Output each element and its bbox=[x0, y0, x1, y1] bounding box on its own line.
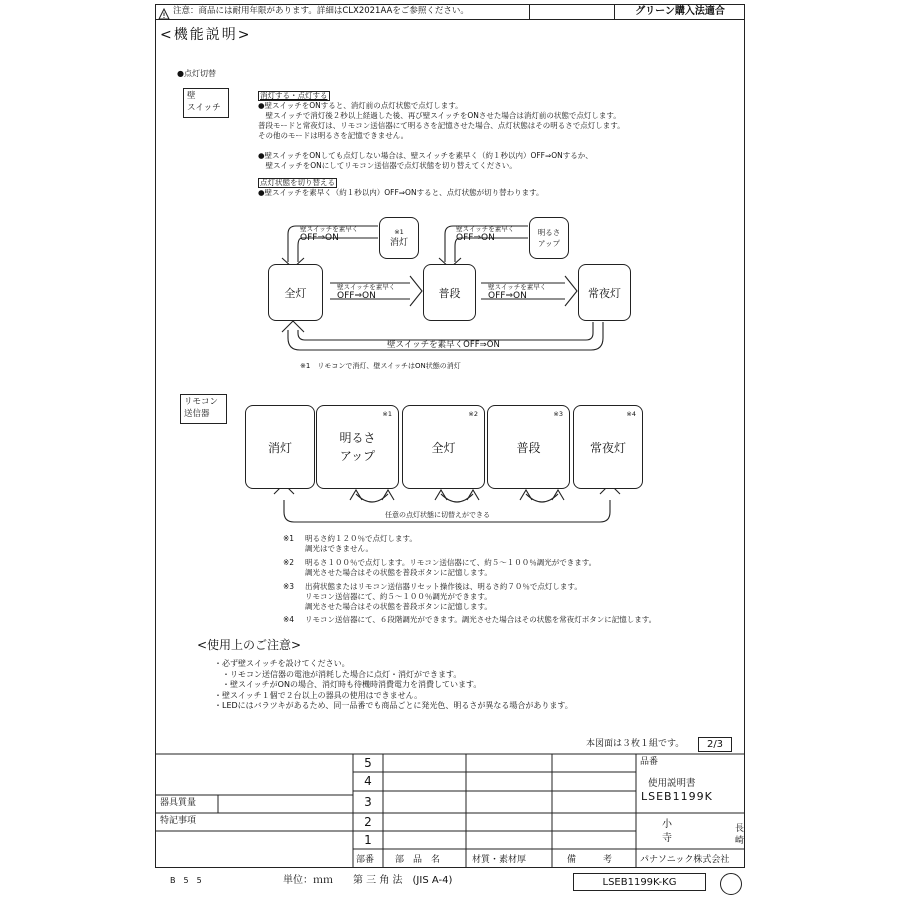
row-numbers: 5 4 3 2 1 bbox=[364, 756, 372, 847]
fixture-mass-label: 器具質量 bbox=[160, 798, 197, 808]
col-note: 備 考 bbox=[567, 855, 613, 865]
flow-label-night-to-all: 壁スイッチを素早くOFF⇒ON bbox=[387, 340, 500, 350]
flow-node-night-light: 常夜灯 bbox=[578, 264, 631, 321]
col-part-no: 部番 bbox=[356, 855, 375, 865]
remote-button-off: 消灯 bbox=[245, 405, 315, 489]
remote-cycle-label: 任意の点灯状態に切替えができる bbox=[385, 511, 490, 519]
block3-title: 点灯状態を切り替える bbox=[260, 178, 335, 187]
block3-text: ●壁スイッチを素早く（約１秒以内）OFF⇒ONすると、点灯状態が切り替わります。 bbox=[258, 188, 544, 197]
note-2: ※2 明るさ１００％で点灯します。リモコン送信器にて、約５～１００％調光ができます。 調光させた場合はその状態を普段ボタンに記憶します。 bbox=[283, 558, 597, 577]
remote-label: リモコン 送信器 bbox=[180, 394, 227, 424]
block1-title: 消灯する・点灯する bbox=[260, 91, 328, 100]
remote-button-all-on: ※2 全灯 bbox=[402, 405, 485, 489]
block1-text: ●壁スイッチをONすると、消灯前の点灯状態で点灯します。 壁スイッチで消灯後２秒以上経過した後、再び壁スイッチをONさせた場合は消灯前の状態で点灯します。 普段モードと常夜灯は、リモコン送信器にて明るさを記憶させた場合、点灯状態はその明るさで点灯します。 その他のモードは明るさを記憶できません。 bbox=[258, 101, 625, 140]
wall-switch-label: 壁 スイッチ bbox=[183, 88, 229, 118]
flow-node-all-on: 全灯 bbox=[268, 264, 323, 321]
sheet-number: 2/3 bbox=[698, 737, 732, 752]
green-purchase-badge: グリーン購入法適合 bbox=[614, 4, 745, 20]
footer-code: LSEB1199K-KG bbox=[573, 873, 706, 891]
flow-label-all-to-normal: 壁スイッチを素早く OFF⇒ON bbox=[337, 283, 396, 301]
flow-footnote: ※1 リモコンで消灯、壁スイッチはON状態の消灯 bbox=[300, 362, 461, 370]
usage-list: ・必ず壁スイッチを設けてください。 ・リモコン送信器の電池が消耗した場合に点灯・消灯ができます。 ・壁スイッチがONの場合、消灯時も待機時消費電力を消費しています。 ・壁スイッチ１個で２台以上の器具の使用はできません。 ・LEDにはバラツキがあるため、同一品番でも商品ごとに発光色、明るさが異なる場合があります。 bbox=[214, 659, 573, 710]
block2-text: ●壁スイッチをONしても点灯しない場合は、壁スイッチを素早く（約１秒以内）OFF⇒ONするか、 壁スイッチをONにしてリモコン送信器で点灯状態を切り替えてください。 bbox=[258, 151, 593, 170]
flow-label-normal-to-night: 壁スイッチを素早く OFF⇒ON bbox=[488, 283, 547, 301]
remote-button-normal: ※3 普段 bbox=[487, 405, 570, 489]
section-title: <機能説明> bbox=[160, 27, 252, 43]
doc-code: LSEB1199K bbox=[641, 790, 713, 803]
hinban-label: 品番 bbox=[640, 757, 659, 767]
flow-label-off-to-all: 壁スイッチを素早く OFF⇒ON bbox=[300, 225, 359, 243]
signature-left: 小 寺 bbox=[662, 819, 672, 844]
footer-projection: 第 三 角 法 (JIS A-4) bbox=[353, 875, 453, 886]
col-part-name: 部 品 名 bbox=[395, 855, 441, 865]
col-material: 材質・素材厚 bbox=[472, 855, 527, 865]
footer-unit: 単位：ｍｍ bbox=[283, 875, 333, 886]
flow-node-normal: 普段 bbox=[423, 264, 476, 321]
sheet-note: 本図面は３枚１組です。 bbox=[586, 739, 685, 749]
note-1: ※1 明るさ約１２０％で点灯します。 調光はできません。 bbox=[283, 534, 417, 553]
switching-heading: ●点灯切替 bbox=[177, 69, 216, 78]
note-4: ※4 リモコン送信器にて、６段階調光ができます。調光させた場合はその状態を常夜灯ボタンに記憶します。 bbox=[283, 615, 657, 624]
usage-title: <使用上のご注意> bbox=[197, 638, 302, 652]
doc-name: 使用説明書 bbox=[648, 778, 696, 789]
footer-size: B 5 5 bbox=[170, 876, 202, 885]
footer-circle-mark bbox=[720, 873, 742, 895]
company-name: パナソニック株式会社 bbox=[640, 855, 730, 865]
caution-text: 注意：商品には耐用年限があります。詳細はCLX2021AAをご参照ください。 bbox=[173, 6, 469, 16]
flow-node-bright-up: 明るさ アップ bbox=[529, 217, 569, 259]
remote-button-night-light: ※4 常夜灯 bbox=[573, 405, 643, 489]
note-3: ※3 出荷状態またはリモコン送信器リセット操作後は、明るさ約７０％で点灯します。 リモコン送信器にて、約５～１００％調光ができます。 調光させた場合はその状態を普段ボタンに記憶します。 bbox=[283, 582, 582, 611]
remote-button-bright-up: ※1 明るさ アップ bbox=[316, 405, 399, 489]
special-notes-label: 特記事項 bbox=[160, 816, 197, 826]
flow-node-off: ※1 消灯 bbox=[379, 217, 419, 259]
flow-label-bright-to-normal: 壁スイッチを素早く OFF⇒ON bbox=[456, 225, 515, 243]
signature-right: 長 崎 bbox=[735, 824, 745, 846]
